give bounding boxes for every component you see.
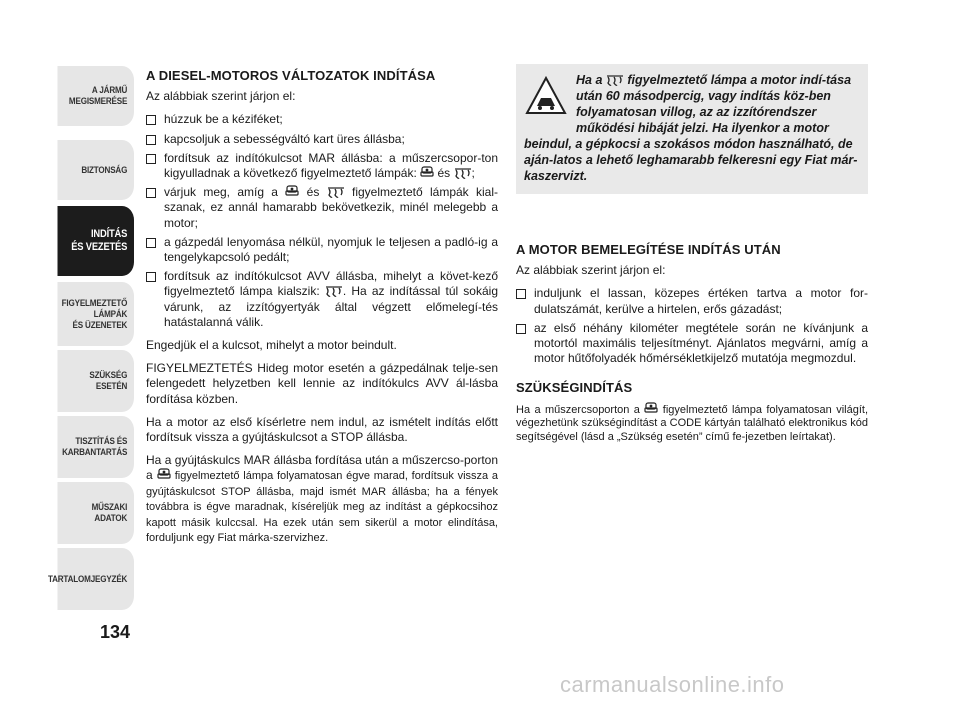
tab-starting-driving[interactable]: INDÍTÁS ÉS VEZETÉS bbox=[58, 206, 135, 276]
watermark: carmanualsonline.info bbox=[560, 672, 785, 697]
intro-text: Az alábbiak szerint járjon el: bbox=[516, 263, 666, 278]
right-column bbox=[516, 68, 868, 452]
warning-triangle-icon bbox=[524, 72, 568, 120]
checkbox-bullet-icon bbox=[146, 188, 156, 198]
page-number: 134 bbox=[100, 622, 131, 642]
glow-plug-icon bbox=[325, 286, 343, 297]
tab-maintenance[interactable]: TISZTÍTÁS ÉS KARBANTARTÁS bbox=[58, 416, 135, 478]
glow-plug-icon bbox=[454, 168, 472, 179]
checkbox-bullet-icon bbox=[146, 238, 156, 248]
list-item: várjuk meg, amíg a és figyelmeztető lámpák kial-szanak, ez annál hamarabb bekövetkezik, minél melegebb a motor; bbox=[146, 185, 498, 231]
glow-plug-icon bbox=[606, 75, 624, 86]
checkbox-bullet-icon bbox=[146, 115, 156, 125]
checkbox-bullet-icon bbox=[146, 154, 156, 164]
steps-list bbox=[146, 112, 498, 330]
tab-vehicle-overview[interactable]: A JÁRMŰ MEGISMERÉSE bbox=[58, 66, 135, 126]
list-item: az első néhány kilométer megtétele során ne kívánjunk a motortól maximális teljesítményt. Ajánlatos megvárni, amíg a motor hűtőfolyadék hőmérsékletkijelző mutatója megmozdul. bbox=[516, 321, 868, 367]
paragraph: Ha a műszercsoporton a figyelmeztető lámpa folyamatosan világít, végezhetünk szükségindítást a CODE kártyán található elektronikus kód segítségével (lásd a „Szükség esetén” című fe-jezetben leírtakat). bbox=[516, 403, 868, 443]
list-item: a gázpedál lenyomása nélkül, nyomjuk le teljesen a padló-ig a tengelykapcsoló pedált; bbox=[146, 235, 498, 265]
list-item: induljunk el lassan, közepes értéken tartva a motor for-dulatszámát, kerülve a hirtelen, erős gázadást; bbox=[516, 286, 868, 316]
warning-paragraph: FIGYELMEZTETÉS Hideg motor esetén a gázpedálnak telje-sen felengedett helyzetben kell lennie az indítókulcs AVV ál-lásba fordítása közben. bbox=[146, 361, 498, 406]
list-item: kapcsoljuk a sebességváltó kart üres állásba; bbox=[146, 132, 498, 147]
car-key-icon bbox=[644, 402, 658, 415]
list-item: fordítsuk az indítókulcsot AVV állásba, mihelyt a követ-kező figyelmeztető lámpa kialszik: . Ha az indítással túl sokáig várunk, az izzítógyertyák által végzett előmelegí-tés hatástalanná válik. bbox=[146, 269, 498, 330]
car-key-icon bbox=[157, 468, 171, 481]
section-heading-emergency-start: SZÜKSÉGINDÍTÁS bbox=[516, 380, 633, 396]
section-heading-diesel-start: A DIESEL-MOTOROS VÁLTOZATOK INDÍTÁSA bbox=[146, 68, 436, 83]
paragraph: Engedjük el a kulcsot, mihelyt a motor beindult. bbox=[146, 338, 397, 353]
car-key-icon bbox=[420, 166, 434, 179]
checkbox-bullet-icon bbox=[516, 289, 526, 299]
tab-technical-data[interactable]: MŰSZAKI ADATOK bbox=[58, 482, 135, 544]
list-item: húzzuk be a kéziféket; bbox=[146, 112, 498, 127]
tab-warning-lights[interactable]: FIGYELMEZTETŐ LÁMPÁK ÉS ÜZENETEK bbox=[58, 282, 135, 346]
checkbox-bullet-icon bbox=[516, 324, 526, 334]
glow-plug-icon bbox=[327, 187, 345, 198]
intro-text: Az alábbiak szerint járjon el: bbox=[146, 89, 296, 104]
tab-contents[interactable]: TARTALOMJEGYZÉK bbox=[58, 548, 135, 610]
paragraph: Ha a motor az első kísérletre nem indul, az ismételt indítás előtt fordítsuk vissza a gyújtáskulcsot a STOP állásba. bbox=[146, 414, 498, 445]
left-column bbox=[146, 68, 498, 554]
warning-box: Ha a figyelmeztető lámpa a motor indí-tása után 60 másodpercig, vagy indítás köz-ben folyamatosan villog, az az izzítórendszer működési hibáját jelzi. Ha ilyenkor a motor beindul, a gépkocsi a szokásos módon használható, de aján-latos a lehető leghamarabb felkeresni egy Fiat már-kaszervizt. bbox=[516, 64, 868, 194]
paragraph: Ha a gyújtáskulcs MAR állásba fordítása után a műszercso-porton a figyelmeztető lámpa folyamatosan égve marad, fordítsuk vissza a gyújtáskulcsot STOP állásba, majd ismét MAR állásba; ha a fények továbbra is égve maradnak, kíséreljük meg az indítást a gépkocsihoz kapott másik kulccsal. Ha ezek után sem sikerül a motor elindítása, forduljunk egy Fiat márka-szervizhez. bbox=[146, 453, 498, 545]
tab-safety[interactable]: BIZTONSÁG bbox=[58, 140, 135, 200]
checkbox-bullet-icon bbox=[146, 272, 156, 282]
list-item: fordítsuk az indítókulcsot MAR állásba: a műszercsopor-ton kigyulladnak a következő figyelmeztető lámpák: és ; bbox=[146, 151, 498, 181]
car-key-icon bbox=[285, 185, 299, 198]
section-heading-warmup: A MOTOR BEMELEGÍTÉSE INDÍTÁS UTÁN bbox=[516, 242, 781, 257]
warmup-list bbox=[516, 286, 868, 366]
checkbox-bullet-icon bbox=[146, 135, 156, 145]
tab-emergency[interactable]: SZÜKSÉG ESETÉN bbox=[58, 350, 135, 412]
